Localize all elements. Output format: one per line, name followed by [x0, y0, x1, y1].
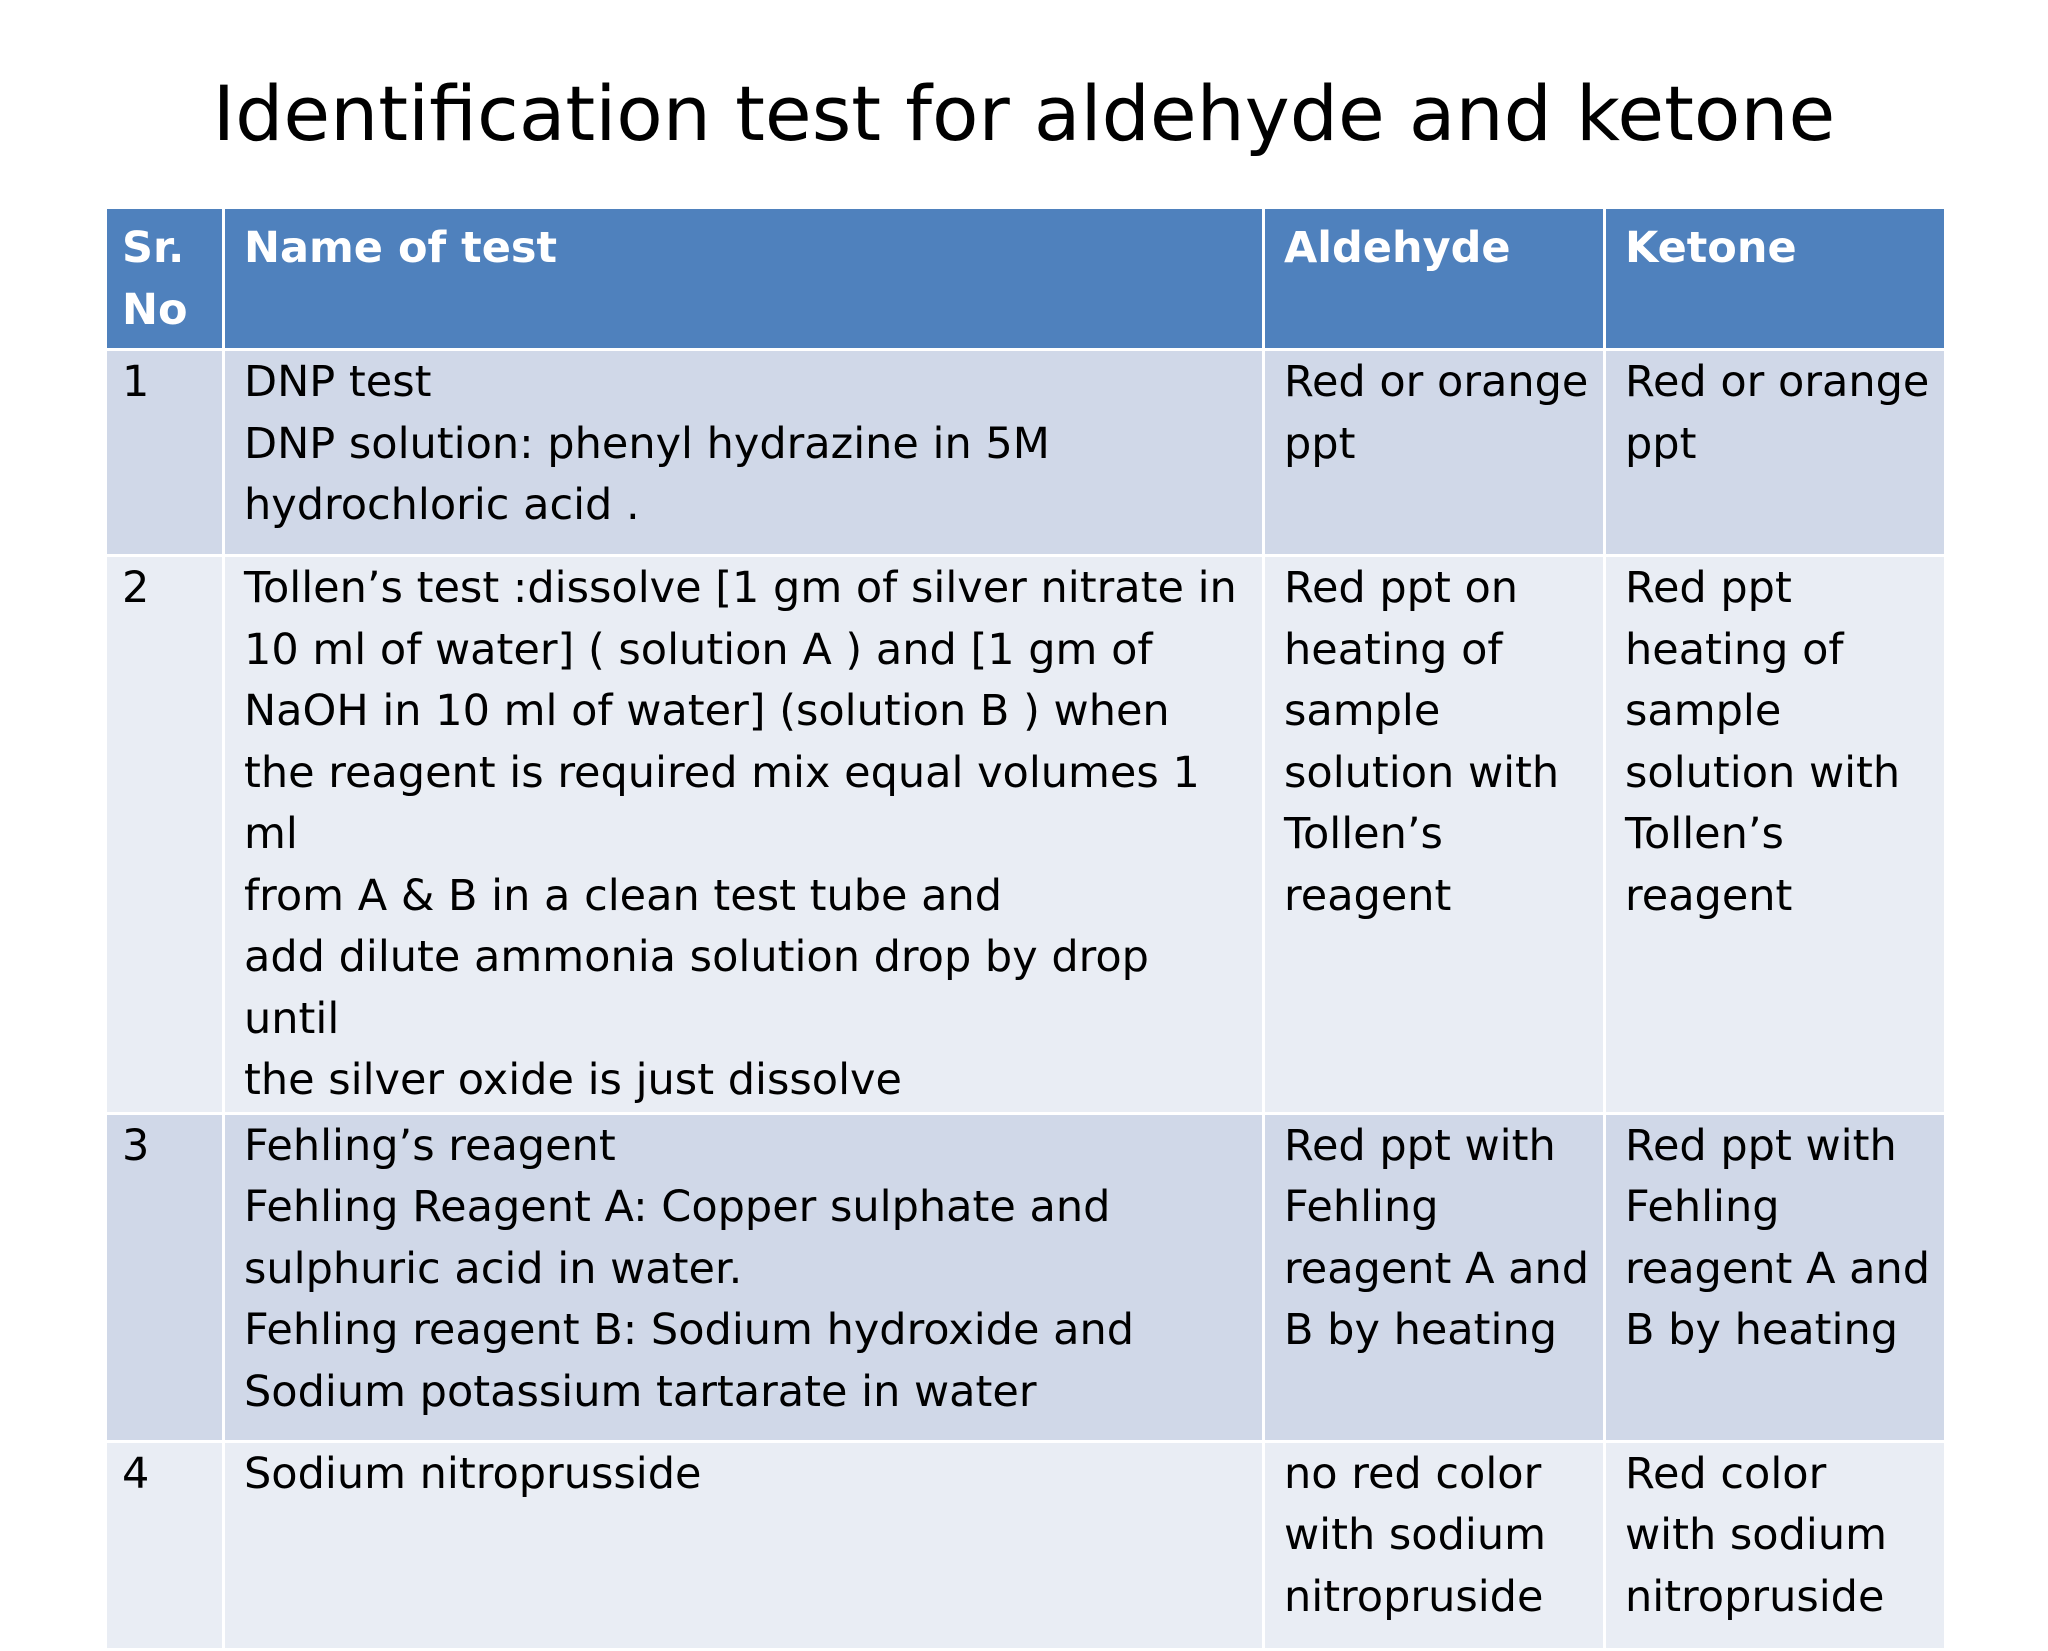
test-table — [104, 206, 1947, 1651]
table-header-row — [106, 208, 1946, 350]
cell-aldehyde-result: no red color with sodium nitropruside — [1264, 1441, 1605, 1649]
test-table-container — [104, 206, 1944, 1651]
cell-test-name: Sodium nitroprusside — [224, 1441, 1264, 1649]
table-row — [106, 1113, 1946, 1441]
cell-test-name: Fehling’s reagent Fehling Reagent A: Copper sulphate and sulphuric acid in water. Fehling reagent B: Sodium hydroxide and Sodium potassium tartarate in water — [224, 1113, 1264, 1441]
page-title: Identification test for aldehyde and ketone — [212, 69, 1836, 158]
table-row — [106, 556, 1946, 1114]
cell-test-name: Tollen’s test :dissolve [1 gm of silver nitrate in 10 ml of water] ( solution A ) and [1 gm of NaOH in 10 ml of water] (solution B ) when the reagent is required mix equal volumes 1 ml from A & B in a clean test tube and add dilute ammonia solution drop by drop until the silver oxide is just dissolve — [224, 556, 1264, 1114]
cell-test-name: DNP test DNP solution: phenyl hydrazine in 5M hydrochloric acid . — [224, 350, 1264, 556]
cell-aldehyde-result: Red or orange ppt — [1264, 350, 1605, 556]
header-sr-no: Sr. No — [106, 208, 224, 350]
cell-ketone-result: Red ppt heating of sample solution with Tollen’s reagent — [1605, 556, 1946, 1114]
cell-sr-no: 4 — [106, 1441, 224, 1649]
cell-aldehyde-result: Red ppt with Fehling reagent A and B by heating — [1264, 1113, 1605, 1441]
header-ketone: Ketone — [1605, 208, 1946, 350]
cell-ketone-result: Red or orange ppt — [1605, 350, 1946, 556]
cell-sr-no: 2 — [106, 556, 224, 1114]
header-aldehyde: Aldehyde — [1264, 208, 1605, 350]
cell-sr-no: 1 — [106, 350, 224, 556]
table-row — [106, 350, 1946, 556]
cell-aldehyde-result: Red ppt on heating of sample solution with Tollen’s reagent — [1264, 556, 1605, 1114]
cell-ketone-result: Red color with sodium nitropruside — [1605, 1441, 1946, 1649]
cell-ketone-result: Red ppt with Fehling reagent A and B by heating — [1605, 1113, 1946, 1441]
cell-sr-no: 3 — [106, 1113, 224, 1441]
table-row — [106, 1441, 1946, 1649]
header-name-of-test: Name of test — [224, 208, 1264, 350]
